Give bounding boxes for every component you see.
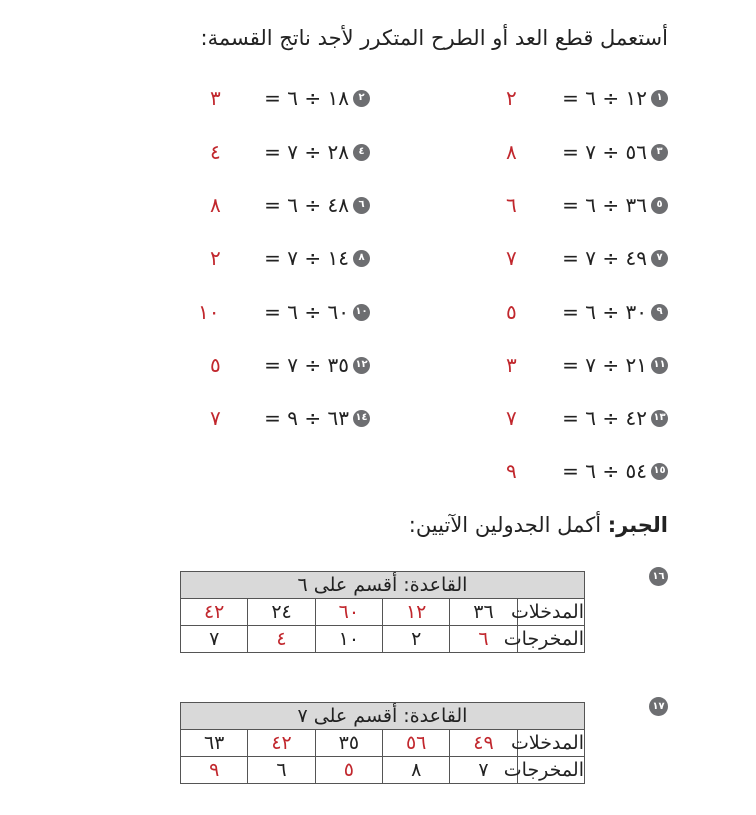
instruction-text: أستعمل قطع العد أو الطرح المتكرر لأجد ناتج القسمة: bbox=[200, 26, 668, 50]
problem-expression: ٣٥ ÷ ٧ = bbox=[264, 353, 349, 377]
problem-answer: ٧ bbox=[506, 406, 517, 430]
problem-number-badge: ٩ bbox=[651, 304, 668, 321]
problem-11 bbox=[478, 350, 668, 380]
problem-expression: ٥٤ ÷ ٦ = bbox=[562, 459, 647, 483]
input-cell: ٥٦ bbox=[383, 730, 450, 757]
output-cell: ٦ bbox=[248, 757, 315, 784]
problem-14 bbox=[180, 403, 370, 433]
problem-answer: ٢ bbox=[210, 246, 221, 270]
problem-number-badge: ٧ bbox=[651, 250, 668, 267]
output-cell: ١٠ bbox=[315, 626, 382, 653]
problem-8 bbox=[180, 243, 370, 273]
input-cell: ٢٤ bbox=[248, 599, 315, 626]
problem-answer: ٢ bbox=[506, 86, 517, 110]
problem-expression: ١٨ ÷ ٦ = bbox=[264, 86, 349, 110]
algebra-instruction: أكمل الجدولين الآتيين: bbox=[408, 513, 602, 537]
problem-7 bbox=[478, 243, 668, 273]
problem-6 bbox=[180, 190, 370, 220]
problem-answer: ٩ bbox=[506, 459, 517, 483]
input-cell: ٤٩ bbox=[450, 730, 517, 757]
output-cell: ٥ bbox=[315, 757, 382, 784]
output-cell: ٨ bbox=[383, 757, 450, 784]
problem-answer: ٨ bbox=[506, 140, 517, 164]
output-cell: ٧ bbox=[450, 757, 517, 784]
problem-expression: ٥٦ ÷ ٧ = bbox=[562, 140, 647, 164]
problem-answer: ١٠ bbox=[198, 300, 220, 324]
problem-number-badge: ٥ bbox=[651, 197, 668, 214]
problem-number-badge: ٦ bbox=[353, 197, 370, 214]
problem-expression: ١٤ ÷ ٧ = bbox=[264, 246, 349, 270]
output-cell: ٩ bbox=[181, 757, 248, 784]
input-cell: ٦٣ bbox=[181, 730, 248, 757]
output-cell: ٧ bbox=[181, 626, 248, 653]
problem-number-badge: ٨ bbox=[353, 250, 370, 267]
problem-answer: ٨ bbox=[210, 193, 221, 217]
inputs-label: المدخلات bbox=[517, 730, 584, 757]
output-cell: ٤ bbox=[248, 626, 315, 653]
table-rule: القاعدة: أقسم على ٧ bbox=[181, 703, 585, 730]
problem-12 bbox=[180, 350, 370, 380]
problem-expression: ٣٠ ÷ ٦ = bbox=[562, 300, 647, 324]
function-table-16 bbox=[180, 571, 585, 653]
problem-number-badge: ١٣ bbox=[651, 410, 668, 427]
input-cell: ٤٢ bbox=[248, 730, 315, 757]
problem-3 bbox=[478, 137, 668, 167]
problem-answer: ٤ bbox=[210, 140, 221, 164]
problem-answer: ٦ bbox=[506, 193, 517, 217]
problem-expression: ٢١ ÷ ٧ = bbox=[562, 353, 647, 377]
algebra-heading bbox=[409, 513, 668, 537]
problem-number-badge: ٣ bbox=[651, 144, 668, 161]
problem-expression: ٣٦ ÷ ٦ = bbox=[562, 193, 647, 217]
problem-number-badge: ١٠ bbox=[353, 304, 370, 321]
problem-number-badge: ٢ bbox=[353, 90, 370, 107]
problem-answer: ٣ bbox=[506, 353, 517, 377]
input-cell: ٣٥ bbox=[315, 730, 382, 757]
problem-number-badge: ١٤ bbox=[353, 410, 370, 427]
problem-4 bbox=[180, 137, 370, 167]
problem-5 bbox=[478, 190, 668, 220]
problem-13 bbox=[478, 403, 668, 433]
inputs-label: المدخلات bbox=[517, 599, 584, 626]
problem-expression: ٤٨ ÷ ٦ = bbox=[264, 193, 349, 217]
problem-number-badge: ١٢ bbox=[353, 357, 370, 374]
problem-1 bbox=[478, 83, 668, 113]
problem-2 bbox=[180, 83, 370, 113]
problem-number-badge: ١ bbox=[651, 90, 668, 107]
problem-expression: ١٢ ÷ ٦ = bbox=[562, 86, 647, 110]
algebra-label: الجبر: bbox=[607, 513, 668, 537]
problem-expression: ٤٩ ÷ ٧ = bbox=[562, 246, 647, 270]
problem-9 bbox=[478, 297, 668, 327]
problem-10 bbox=[180, 297, 370, 327]
input-cell: ٦٠ bbox=[315, 599, 382, 626]
problem-answer: ٧ bbox=[506, 246, 517, 270]
problem-15 bbox=[478, 456, 668, 486]
problem-answer: ٥ bbox=[210, 353, 221, 377]
output-cell: ٦ bbox=[450, 626, 517, 653]
input-cell: ٣٦ bbox=[450, 599, 517, 626]
output-cell: ٢ bbox=[383, 626, 450, 653]
problem-answer: ٧ bbox=[210, 406, 221, 430]
question-number-badge: ١٧ bbox=[649, 697, 668, 716]
question-number-badge: ١٦ bbox=[649, 567, 668, 586]
problem-answer: ٥ bbox=[506, 300, 517, 324]
problem-expression: ٦٠ ÷ ٦ = bbox=[264, 300, 349, 324]
problem-number-badge: ١٥ bbox=[651, 463, 668, 480]
input-cell: ١٢ bbox=[383, 599, 450, 626]
problem-expression: ٦٣ ÷ ٩ = bbox=[264, 406, 349, 430]
outputs-label: المخرجات bbox=[517, 757, 584, 784]
table-rule: القاعدة: أقسم على ٦ bbox=[181, 572, 585, 599]
outputs-label: المخرجات bbox=[517, 626, 584, 653]
problem-expression: ٤٢ ÷ ٦ = bbox=[562, 406, 647, 430]
problem-answer: ٣ bbox=[210, 86, 221, 110]
problem-expression: ٢٨ ÷ ٧ = bbox=[264, 140, 349, 164]
problem-number-badge: ١١ bbox=[651, 357, 668, 374]
function-table-17 bbox=[180, 702, 585, 784]
problem-number-badge: ٤ bbox=[353, 144, 370, 161]
input-cell: ٤٢ bbox=[181, 599, 248, 626]
